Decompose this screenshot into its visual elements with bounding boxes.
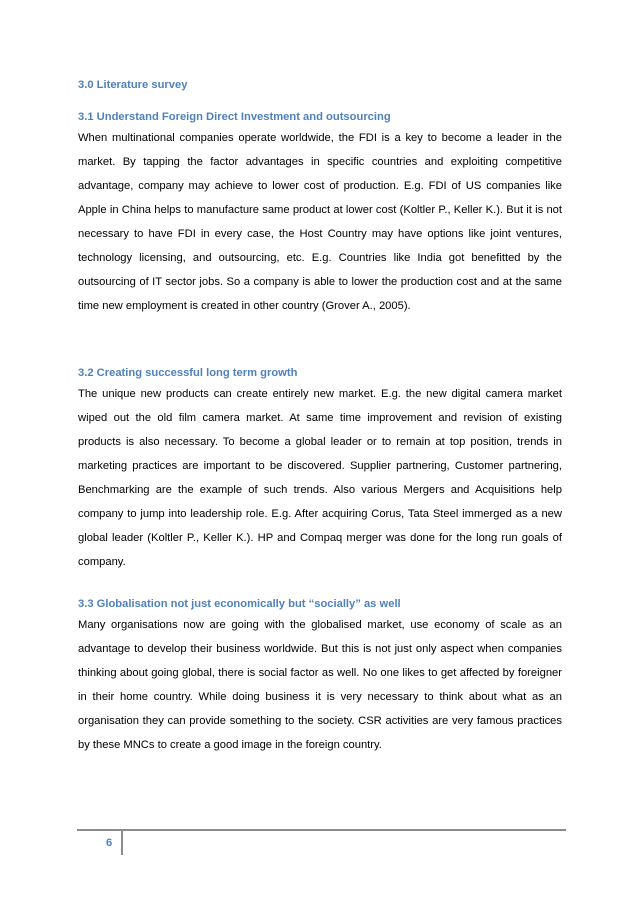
section-body-3-1: When multinational companies operate worldwide, the FDI is a key to become a leader in the market. By tapping the factor advantages in specific countries and exploiting competitive advantage, company may achieve to lower cost of production. E.g. FDI of US companies like Apple in China helps to manufacture same product at lower cost (Koltler P., Keller K.). But it is not necessary to have FDI in every case, the Host Country may have options like joint ventures, technology licensing, and outsourcing, etc. E.g. Countries like India got benefitted by the outsourcing of IT sector jobs. So a company is able to lower the production cost and at the same time new employment is created in other country (Grover A., 2005). bbox=[78, 132, 562, 312]
section-title: 3.0 Literature survey bbox=[78, 79, 188, 91]
section-heading-3-2: 3.2 Creating successful long term growth bbox=[78, 367, 298, 379]
footer-separator bbox=[121, 831, 123, 855]
section-heading-3-3: 3.3 Globalisation not just economically but “socially” as well bbox=[78, 598, 401, 610]
footer-rule bbox=[77, 829, 566, 831]
section-heading-3-1: 3.1 Understand Foreign Direct Investment and outsourcing bbox=[78, 111, 391, 123]
section-body-3-2: The unique new products can create entirely new market. E.g. the new digital camera market wiped out the old film camera market. At same time improvement and revision of existing products is also necessary. To become a global leader or to remain at top position, trends in marketing practices are important to be discovered. Supplier partnering, Customer partnering, Benchmarking are the example of such trends. Also various Mergers and Acquisitions help company to jump into leadership role. E.g. After acquiring Corus, Tata Steel immerged as a new global leader (Koltler P., Keller K.). HP and Compaq merger was done for the long run goals of company. bbox=[78, 388, 562, 568]
section-body-3-3: Many organisations now are going with the globalised market, use economy of scale as an advantage to develop their business worldwide. But this is not just only aspect when companies thinking about going global, there is social factor as well. No one likes to get affected by foreigner in their home country. While doing business it is very necessary to think about what as an organisation they can provide something to the society. CSR activities are very famous practices by these MNCs to create a good image in the foreign country. bbox=[78, 619, 562, 751]
page-number: 6 bbox=[106, 837, 113, 849]
